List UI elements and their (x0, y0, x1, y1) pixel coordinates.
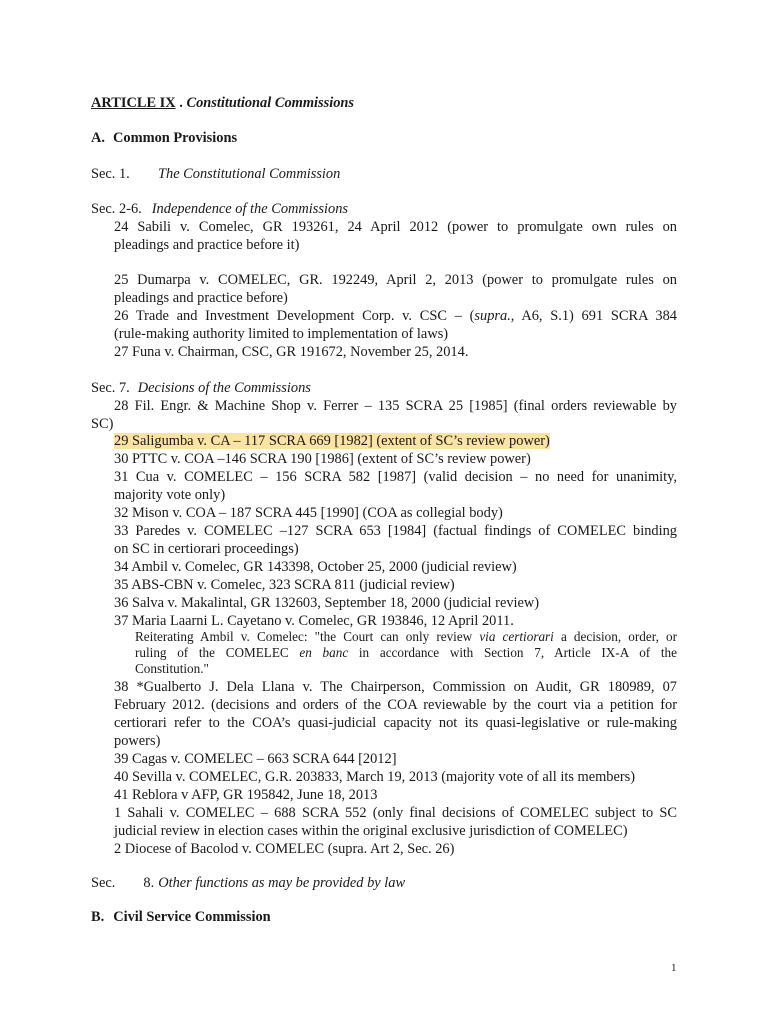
case-line: 25 Dumarpa v. COMELEC, GR. 192249, April 2, 2013 (power to promulgate rules on (114, 272, 677, 288)
case-line: 2 Diocese of Bacolod v. COMELEC (supra. Art 2, Sec. 26) (114, 841, 455, 857)
case-line: 39 Cagas v. COMELEC – 663 SCRA 644 [2012] (114, 751, 397, 767)
case-line: February 2012. (decisions and orders of the COA reviewable by the court via a petition for (114, 697, 677, 713)
sec1-label: Sec. 1. (91, 166, 130, 182)
case-line: 1 Sahali v. COMELEC – 688 SCRA 552 (only final decisions of COMELEC subject to SC (114, 805, 677, 821)
sec1-title: The Constitutional Commission (158, 166, 341, 182)
section-b-title: Civil Service Commission (113, 909, 271, 925)
section-a-letter: A. (91, 130, 105, 146)
quote-text: in accordance with Section 7, Article IX-A of the (348, 645, 677, 660)
page-number: 1 (671, 962, 677, 974)
case-line: pleadings and practice before) (114, 290, 288, 306)
sec8-title: Other functions as may be provided by law (158, 875, 406, 891)
case-line: 34 Ambil v. Comelec, GR 143398, October 25, 2000 (judicial review) (114, 559, 517, 575)
case-line: 35 ABS-CBN v. Comelec, 323 SCRA 811 (judicial review) (114, 577, 455, 593)
case-line: 36 Salva v. Makalintal, GR 132603, September 18, 2000 (judicial review) (114, 595, 540, 611)
sec2-6-title: Independence of the Commissions (151, 201, 348, 217)
sec2-6-label: Sec. 2-6. (91, 201, 142, 217)
case-line: 27 Funa v. Chairman, CSC, GR 191672, November 25, 2014. (114, 344, 469, 360)
case-text: 26 Trade and Investment Development Corp. v. CSC – ( (114, 308, 475, 324)
case-line: 32 Mison v. COA – 187 SCRA 445 [1990] (COA as collegial body) (114, 505, 503, 521)
case-line: on SC in certiorari proceedings) (114, 541, 299, 557)
section-a-title: Common Provisions (113, 130, 238, 146)
case-line: pleadings and practice before it) (114, 237, 300, 253)
sec1-heading (91, 165, 130, 183)
article-heading (91, 94, 354, 112)
case-line (114, 307, 677, 325)
case-italic: supra., (474, 308, 515, 324)
case-line: judicial review in election cases within the original exclusive jurisdiction of COMELEC) (114, 823, 628, 839)
sec7-title: Decisions of the Commissions (137, 380, 311, 396)
case-line: powers) (114, 733, 161, 749)
quote-text: ruling of the COMELEC (135, 645, 300, 660)
case-line: 24 Sabili v. Comelec, GR 193261, 24 April 2012 (power to promulgate own rules on (114, 219, 677, 235)
sec7-heading (91, 379, 311, 397)
case-line: (rule-making authority limited to implementation of laws) (114, 326, 449, 342)
quote-line (135, 629, 677, 646)
sec8-label: Sec. (91, 875, 116, 891)
section-b-heading (91, 908, 271, 926)
case-line: 28 Fil. Engr. & Machine Shop v. Ferrer – 135 SCRA 25 [1985] (final orders reviewable by (114, 398, 677, 414)
case-line: 41 Reblora v AFP, GR 195842, June 18, 2013 (114, 787, 378, 803)
case-line: certiorari refer to the COA’s quasi-judicial capacity not its quasi-legislative or rule-making (114, 715, 677, 731)
article-separator: . (175, 95, 187, 111)
case-text: A6, S.1) 691 SCRA 384 (514, 308, 677, 324)
case-line-highlighted (114, 432, 550, 450)
quote-line: Constitution." (135, 661, 209, 676)
quote-italic: en banc (299, 645, 349, 660)
case-line: 31 Cua v. COMELEC – 156 SCRA 582 [1987] (valid decision – no need for unanimity, (114, 469, 677, 485)
case-line: 38 *Gualberto J. Dela Llana v. The Chairperson, Commission on Audit, GR 180989, 07 (114, 679, 677, 695)
case-line: majority vote only) (114, 487, 226, 503)
section-a-heading (91, 129, 237, 147)
article-label: ARTICLE IX (91, 95, 176, 111)
case-line: 33 Paredes v. COMELEC –127 SCRA 653 [1984] (factual findings of COMELEC binding (114, 523, 677, 539)
case-line: 30 PTTC v. COA –146 SCRA 190 [1986] (extent of SC’s review power) (114, 451, 531, 467)
sec2-6-heading (91, 200, 348, 218)
case-line: 37 Maria Laarni L. Cayetano v. Comelec, GR 193846, 12 April 2011. (114, 613, 514, 629)
highlight: 29 Saligumba v. CA – 117 SCRA 669 [1982] (extent of SC’s review power) (114, 433, 550, 449)
case-line: SC) (91, 416, 114, 432)
quote-text: a decision, order, or (553, 629, 677, 644)
case-line: 40 Sevilla v. COMELEC, G.R. 203833, March 19, 2013 (majority vote of all its members) (114, 769, 636, 785)
quote-line (135, 645, 677, 662)
article-title: Constitutional Commissions (186, 95, 355, 111)
sec8-heading (91, 874, 405, 892)
section-b-letter: B. (91, 909, 105, 925)
sec8-number: 8. (143, 875, 155, 891)
sec7-label: Sec. 7. (91, 380, 130, 396)
quote-text: Reiterating Ambil v. Comelec: "the Court can only review (135, 629, 480, 644)
quote-italic: via certiorari (479, 629, 554, 644)
